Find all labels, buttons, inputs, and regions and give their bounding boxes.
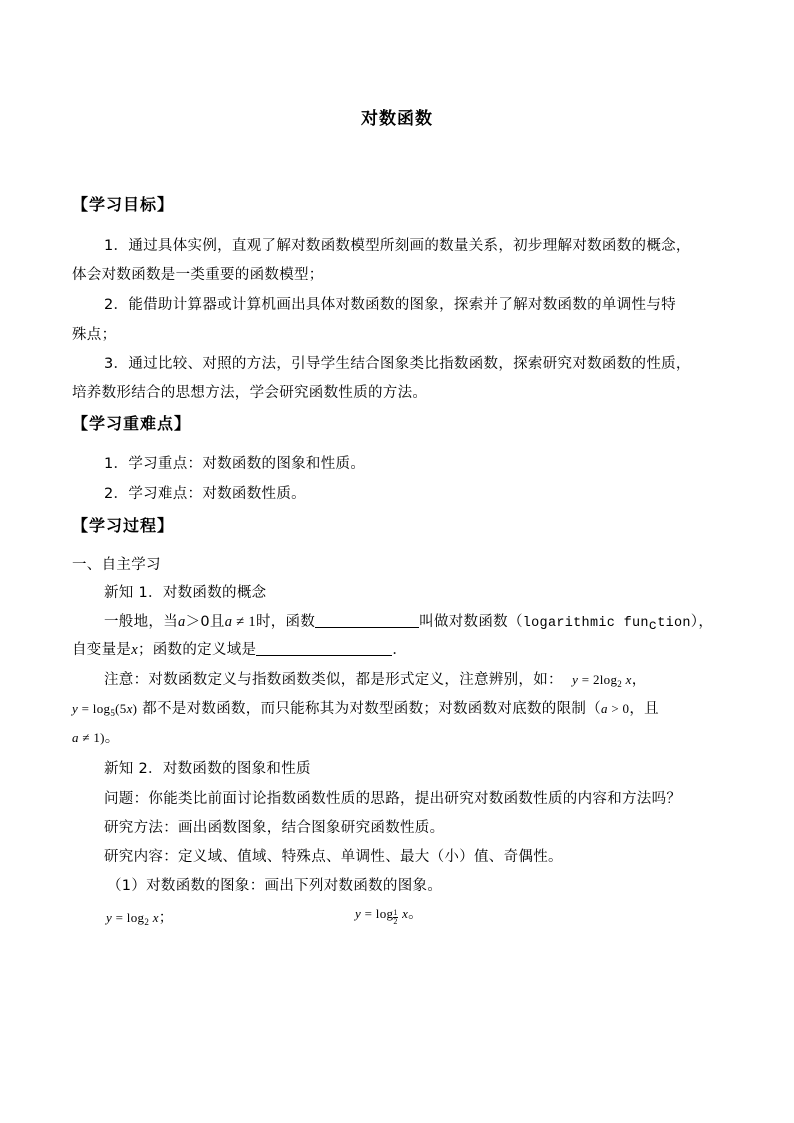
graph-intro-line: （1）对数函数的图象：画出下列对数函数的图象。: [107, 878, 443, 894]
definition-line: 一般地，当a＞0且a ≠ 1时，函数 叫做对数函数（logarithmic function），: [104, 614, 714, 634]
key-point-1: 1．学习重点：对数函数的图象和性质。: [104, 456, 366, 472]
page-title: 对数函数: [361, 109, 433, 129]
key-heading: 【学习重难点】: [72, 414, 192, 433]
note-line-3: a ≠ 1)。: [72, 730, 120, 746]
variable-line: 自变量是x；函数的定义域是 ．: [72, 642, 408, 658]
goal-2-line-2: 殊点；: [72, 327, 117, 343]
content-line: 研究内容：定义域、值域、特殊点、单调性、最大（小）值、奇偶性。: [104, 849, 563, 865]
goal-3-line-1: 3．通过比较、对照的方法，引导学生结合图象类比指数函数，探索研究对数函数的性质，: [104, 356, 691, 372]
function-blank[interactable]: [315, 613, 419, 628]
domain-blank[interactable]: [256, 641, 392, 656]
key-point-2: 2．学习难点：对数函数性质。: [104, 486, 306, 502]
new-knowledge-2: 新知 2．对数函数的图象和性质: [104, 761, 311, 777]
process-heading: 【学习过程】: [72, 516, 175, 535]
goal-3-line-2: 培养数形结合的思想方法，学会研究函数性质的方法。: [72, 385, 428, 401]
part-1-heading: 一、自主学习: [72, 557, 161, 573]
function-log-half: y = log $\frac{1}{2}$ x。: [355, 906, 423, 926]
fraction-one-half: $\frac{1}{2}$: [393, 908, 398, 926]
note-line-2: $y = \log_5(5x)$ 都不是对数函数，而只能称其为对数型函数；对数函数对底数的限制（a > 0，且: [72, 701, 659, 718]
function-log2: $y = \log_2 x$；: [106, 910, 174, 927]
note-line-1: 注意：对数函数定义与指数函数类似，都是形式定义，注意辨别，如： $y = 2\log_2$ x，: [104, 672, 647, 689]
new-knowledge-1: 新知 1．对数函数的概念: [104, 585, 267, 601]
question-line: 问题：你能类比前面讨论指数函数性质的思路，提出研究对数函数性质的内容和方法吗？: [104, 791, 682, 807]
goal-1-line-1: 1．通过具体实例，直观了解对数函数模型所刻画的数量关系，初步理解对数函数的概念，: [104, 238, 691, 254]
goals-heading: 【学习目标】: [72, 195, 175, 214]
goal-1-line-2: 体会对数函数是一类重要的函数模型；: [72, 267, 324, 283]
method-line: 研究方法：画出函数图象，结合图象研究函数性质。: [104, 820, 445, 836]
goal-2-line-1: 2．能借助计算器或计算机画出具体对数函数的图象，探索并了解对数函数的单调性与特: [104, 297, 676, 313]
